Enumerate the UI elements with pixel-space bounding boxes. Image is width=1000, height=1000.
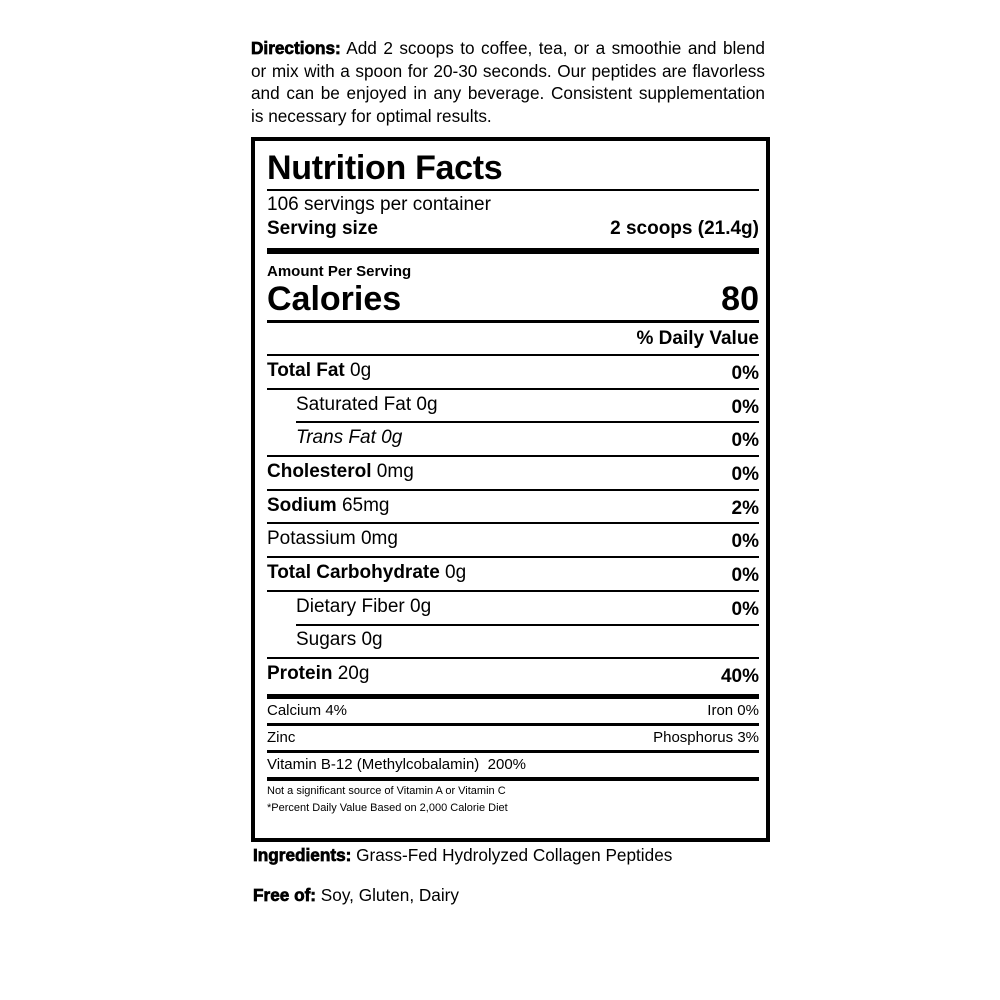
nutrient-name: Cholesterol <box>267 460 372 482</box>
footnote: *Percent Daily Value Based on 2,000 Calorie Diet <box>267 801 508 814</box>
nutrient-daily-value: 40% <box>720 666 759 688</box>
nutrient-amount: 0g <box>411 393 438 415</box>
nutrient-daily-value: 0% <box>731 430 759 452</box>
nutrient-name: Total Fat <box>267 359 345 381</box>
nutrient-daily-value: 0% <box>731 531 759 553</box>
nutrient-label <box>267 596 431 618</box>
serving-size-value: 2 scoops (21.4g) <box>610 218 759 239</box>
daily-value-header: % Daily Value <box>636 328 759 349</box>
footnote: Not a significant source of Vitamin A or Vitamin C <box>267 784 506 797</box>
mineral-list <box>267 699 759 777</box>
nutrient-name: Dietary Fiber <box>296 595 405 617</box>
mineral-left: Zinc <box>267 729 296 747</box>
nutrient-label <box>267 629 383 651</box>
nutrient-label <box>267 562 466 584</box>
nutrient-daily-value: 2% <box>731 497 759 519</box>
nutrient-name: Potassium <box>267 528 356 550</box>
serving-size-label: Serving size <box>267 218 378 239</box>
nutrient-amount: 0g <box>356 629 383 651</box>
ingredients-label: Ingredients: <box>253 845 352 865</box>
mineral-row <box>267 726 759 750</box>
nutrient-row <box>267 354 759 388</box>
nutrient-label <box>267 528 398 550</box>
nutrient-name: Sugars <box>296 629 357 651</box>
nutrient-name: Trans Fat <box>296 427 376 449</box>
nutrient-amount: 0g <box>375 427 403 449</box>
nutrient-name: Sodium <box>267 494 337 516</box>
nutrient-amount: 20g <box>332 663 370 685</box>
nutrient-amount: 0mg <box>371 460 414 482</box>
nutrient-amount: 0mg <box>355 528 398 550</box>
nutrition-facts-title: Nutrition Facts <box>267 149 503 187</box>
nutrient-name: Protein <box>267 663 333 685</box>
servings-per-container: 106 servings per container <box>267 194 491 215</box>
nutrient-label <box>267 495 389 517</box>
nutrient-label <box>267 461 414 483</box>
nutrient-amount: 0g <box>404 595 432 617</box>
nutrient-amount: 65mg <box>336 494 390 516</box>
ingredients-text: Grass-Fed Hydrolyzed Collagen Peptides <box>351 845 673 865</box>
nutrient-daily-value: 0% <box>731 463 759 485</box>
nutrient-row <box>267 388 759 422</box>
nutrition-facts-panel <box>251 137 770 842</box>
nutrient-row <box>267 556 759 590</box>
nutrient-row <box>267 522 759 556</box>
mineral-row <box>267 753 759 777</box>
nutrient-daily-value: 0% <box>731 396 759 418</box>
free-of-text: Soy, Gluten, Dairy <box>316 885 459 905</box>
calories-label: Calories <box>267 280 402 318</box>
nutrient-label <box>267 427 402 449</box>
nutrient-row <box>267 489 759 523</box>
mineral-left: Vitamin B-12 (Methylcobalamin) 200% <box>267 756 527 774</box>
amount-per-serving: Amount Per Serving <box>267 263 412 280</box>
nutrient-amount: 0g <box>344 359 372 381</box>
nutrient-label <box>267 360 371 382</box>
nutrient-row <box>267 657 759 691</box>
calories-value: 80 <box>721 280 759 318</box>
free-of-label: Free of: <box>253 885 317 905</box>
directions-label: Directions: <box>251 38 341 58</box>
nutrient-daily-value: 0% <box>731 362 759 384</box>
nutrient-name: Total Carbohydrate <box>267 561 440 583</box>
nutrient-row <box>267 590 759 624</box>
nutrient-row <box>267 624 759 658</box>
directions-text <box>251 37 765 128</box>
mineral-right: Iron 0% <box>707 702 759 720</box>
nutrient-label <box>267 663 369 685</box>
nutrient-daily-value: 0% <box>731 598 759 620</box>
directions-body: Add 2 scoops to coffee, tea, or a smoothie and blend or mix with a spoon for 20-30 seconds. Our peptides are flavorless and can be enjoyed in any beverage. Consistent supplementation is necessary for optimal results. <box>251 38 765 127</box>
mineral-left: Calcium 4% <box>267 702 348 720</box>
nutrient-amount: 0g <box>439 561 467 583</box>
nutrient-daily-value: 0% <box>731 564 759 586</box>
nutrient-label <box>267 394 438 416</box>
mineral-right: Phosphorus 3% <box>653 729 759 747</box>
nutrient-list <box>267 354 759 691</box>
free-of <box>253 885 459 906</box>
nutrient-row <box>267 421 759 455</box>
ingredients <box>253 845 672 866</box>
nutrient-row <box>267 455 759 489</box>
mineral-row <box>267 699 759 723</box>
nutrient-name: Saturated Fat <box>296 393 412 415</box>
